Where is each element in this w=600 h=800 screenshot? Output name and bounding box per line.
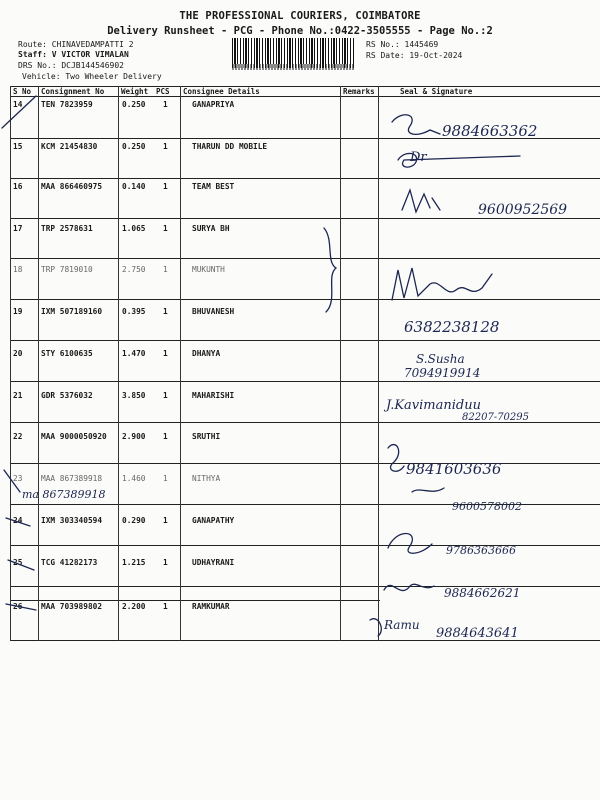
signature-stroke <box>412 488 444 492</box>
row-sno: 20 <box>13 349 23 358</box>
row-consignment: TEN 7823959 <box>41 100 93 109</box>
runsheet-subtitle: Delivery Runsheet - PCG - Phone No.:0422-3505555 - Page No.:2 <box>107 25 493 37</box>
rs-number: RS No.: 1445469 <box>366 40 439 49</box>
row-consignment: MAA 9000050920 <box>41 432 107 441</box>
phone-signature: 9884643641 <box>436 626 519 641</box>
vehicle-label: Vehicle: Two Wheeler Delivery <box>22 72 162 81</box>
row-sno: 15 <box>13 142 23 151</box>
drs-label: DRS No.: DCJB144546902 <box>18 61 124 70</box>
rs-date: RS Date: 19-Oct-2024 <box>366 51 463 60</box>
row-consignment: TCG 41282173 <box>41 558 98 567</box>
phone-signature: 9600578002 <box>452 500 522 513</box>
header-consignee: Consignee Details <box>183 87 260 96</box>
signature-initials: Dr <box>410 150 427 165</box>
signature-stroke <box>384 584 434 590</box>
row-sno: 17 <box>13 224 23 233</box>
header-weight: Weight <box>121 87 149 96</box>
row-consignment: GDR 5376032 <box>41 391 93 400</box>
row-weight: 1.460 <box>122 474 146 483</box>
row-consignee: SURYA BH <box>192 224 230 233</box>
row-pcs: 1 <box>163 432 168 441</box>
phone-signature: 7094919914 <box>404 366 481 380</box>
phone-signature: 9884662621 <box>444 586 521 600</box>
row-consignee: GANAPRIYA <box>192 100 235 109</box>
header-signature: Seal & Signature <box>400 87 473 96</box>
phone-signature: 9841603636 <box>406 460 502 478</box>
row-weight: 3.850 <box>122 391 146 400</box>
row-consignment: KCM 21454830 <box>41 142 98 151</box>
row-consignee: MAHARISHI <box>192 391 235 400</box>
row-pcs: 1 <box>163 265 168 274</box>
row-consignee: RAMKUMAR <box>192 602 230 611</box>
row-weight: 0.140 <box>122 182 146 191</box>
signature-name: Ramu <box>384 618 420 632</box>
handwritten-note: ma 867389918 <box>22 488 106 501</box>
row-consignee: THARUN DD MOBILE <box>192 142 268 151</box>
row-consignee: UDHAYRANI <box>192 558 235 567</box>
row-pcs: 1 <box>163 142 168 151</box>
signature-stroke <box>388 445 404 472</box>
row-consignment: MAA 867389918 <box>41 474 103 483</box>
row-sno: 18 <box>13 265 23 274</box>
row-sno: 19 <box>13 307 23 316</box>
signature-stroke <box>370 619 381 636</box>
row-pcs: 1 <box>163 558 168 567</box>
phone-signature: 82207-70295 <box>462 412 530 423</box>
row-weight: 0.290 <box>122 516 146 525</box>
phone-signature: 9600952569 <box>478 202 568 218</box>
staff-label: Staff: V VICTOR VIMALAN <box>18 50 129 59</box>
row-pcs: 1 <box>163 182 168 191</box>
row-sno: 16 <box>13 182 23 191</box>
phone-signature: 9786363666 <box>446 544 516 557</box>
row-consignment: IXM 507189160 <box>41 307 103 316</box>
row-weight: 2.900 <box>122 432 146 441</box>
row-sno: 24 <box>13 516 23 525</box>
row-weight: 2.750 <box>122 265 146 274</box>
row-consignee: DHANYA <box>192 349 221 358</box>
row-weight: 1.065 <box>122 224 146 233</box>
row-sno: 14 <box>13 100 23 109</box>
row-consignee: SRUTHI <box>192 432 221 441</box>
row-consignment: TRP 2578631 <box>41 224 93 233</box>
row-weight: 0.250 <box>122 142 146 151</box>
row-consignee: TEAM BEST <box>192 182 235 191</box>
row-sno: 25 <box>13 558 23 567</box>
row-pcs: 1 <box>163 100 168 109</box>
row-consignee: NITHYA <box>192 474 221 483</box>
signature-name: J.Kavimaniduu <box>386 398 481 413</box>
row-consignee: BHUVANESH <box>192 307 235 316</box>
tick-mark <box>2 96 36 128</box>
row-consignment: MAA 866460975 <box>41 182 103 191</box>
row-consignment: IXM 303340594 <box>41 516 103 525</box>
row-sno: 22 <box>13 432 23 441</box>
row-consignee: GANAPATHY <box>192 516 235 525</box>
signature-stroke <box>402 190 440 212</box>
header-remarks: Remarks <box>343 87 375 96</box>
row-pcs: 1 <box>163 474 168 483</box>
phone-signature: 6382238128 <box>404 318 500 336</box>
row-weight: 1.470 <box>122 349 146 358</box>
row-pcs: 1 <box>163 602 168 611</box>
row-pcs: 1 <box>163 224 168 233</box>
row-pcs: 1 <box>163 391 168 400</box>
row-weight: 1.215 <box>122 558 146 567</box>
row-sno: 26 <box>13 602 23 611</box>
header-sno: S No <box>13 87 32 96</box>
header-consignment: Consignment No <box>41 87 105 96</box>
signature-stroke <box>388 534 432 554</box>
row-consignment: TRP 7819010 <box>41 265 93 274</box>
row-pcs: 1 <box>163 516 168 525</box>
route-label: Route: CHINAVEDAMPATTI 2 <box>18 40 134 49</box>
row-consignment: STY 6100635 <box>41 349 93 358</box>
row-sno: 21 <box>13 391 23 400</box>
row-pcs: 1 <box>163 307 168 316</box>
row-sno: 23 <box>13 474 23 483</box>
header-pcs: PCS <box>156 87 170 96</box>
row-weight: 0.395 <box>122 307 146 316</box>
brace-stroke <box>324 228 336 312</box>
row-consignment: MAA 703989802 <box>41 602 103 611</box>
company-title: THE PROFESSIONAL COURIERS, COIMBATORE <box>179 10 421 22</box>
row-pcs: 1 <box>163 349 168 358</box>
row-weight: 0.250 <box>122 100 146 109</box>
signature-stroke <box>392 115 440 135</box>
row-consignee: MUKUNTH <box>192 265 225 274</box>
signature-name: S.Susha <box>416 352 465 366</box>
row-weight: 2.200 <box>122 602 146 611</box>
phone-signature: 9884663362 <box>442 122 538 140</box>
